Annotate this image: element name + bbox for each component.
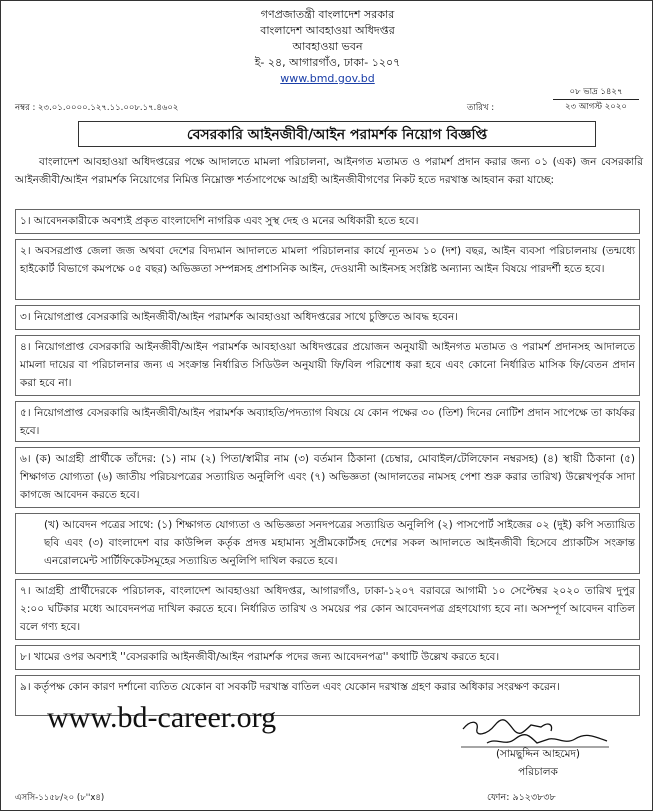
watermark-text: www.bd-career.org: [47, 701, 277, 734]
item-text: কর্তৃপক্ষ কোন কারণ দর্শানো ব্যতিত যেকোন বা সবকটি দরখাস্ত বাতিল এবং যেকোন দরখাস্ত গ্রহণ করার অধিকার সংরক্ষণ করেন।: [33, 681, 560, 693]
item-text: আগ্রহী প্রার্থীদেরকে পরিচালক, বাংলাদেশ আবহাওয়া অধিদপ্তর, আগারগাঁও, ঢাকা-১২০৭ বরাবরে আগামী ১০ সেপ্টেম্বর ২০২০ তারিখ দুপুর ২:০০ ঘটিকার মধ্যে আবেদনপত্র দাখিল করতে হবে। নির্ধারিত তারিখ ও সময়ের পর কোন আবেদনপত্র গ্রহণযোগ্য হবে না। অসম্পূর্ণ আবেদন বাতিল বলে গণ্য হবে।: [20, 585, 635, 633]
notice-title: বেসরকারি আইনজীবী/আইন পরামর্শক নিয়োগ বিজ্ঞপ্তি: [78, 121, 596, 147]
reference-number: নম্বর : ২৩.০১.০০০০.১২৭.১১.০০৮.১৭.৪৬০২: [15, 103, 179, 113]
item-text: (খ) আবেদন পত্রের সাথে: (১) শিক্ষাগত যোগ্যতা ও অভিজ্ঞতা সনদপত্রের সত্যায়িত অনুলিপি (২) পাসপোর্ট সাইজের ০২ (দুই) কপি সত্যায়িত ছবি এবং (৩) বাংলাদেশ বার কাউন্সিল কর্তৃক প্রদত্ত মহামান্য সুপ্রীমকোর্টসহ দেশের সকল আদালতে আইনজীবী হিসেবে প্র্যাকটিস সংক্রান্ত এনরোলমেন্ট সার্টিফিকেটসমূহের সত্যায়িত অনুলিপি দাখিল করতে হবে।: [44, 519, 635, 567]
item-text: নিয়োগপ্রাপ্ত বেসরকারি আইনজীবী/আইন পরামর্শক আবহাওয়া অধিদপ্তরের প্রয়োজন অনুযায়ী আইনগত মতামত ও পরামর্শ প্রদানসহ আদালতে মামলা দায়ের বা পরিচালনার জন্য এ সংক্রান্ত নির্ধারিত সিডিউল অনুযায়ী ফি/বিল পরিশোধ করা হবে এবং কোনো নির্ধারিত মাসিক ফি/বেতন প্রদান করা হবে না।: [20, 341, 635, 389]
list-item: [15, 513, 640, 574]
list-item: [15, 401, 640, 442]
signer-designation: পরিচালক: [518, 766, 558, 778]
item-number: ৩।: [20, 311, 31, 323]
item-number: ৮।: [20, 651, 31, 663]
date-label: তারিখ :: [467, 103, 495, 113]
item-text: নিয়োগপ্রাপ্ত বেসরকারি আইনজীবী/আইন পরামর্শক অব্যাহতি/পদত্যাগ বিষয়ে যে কোন পক্ষের ৩০ (তিশ) দিনের নোটিশ প্রদান সাপেক্ষে তা কার্যকর হবে।: [20, 407, 635, 437]
item-text: খামের ওপর অবশ্যই ''বেসরকারি আইনজীবী/আইন পরামর্শক পদের জন্য আবেদনপত্র'' কথাটি উল্লেখ করতে হবে।: [33, 651, 500, 663]
signer-block: [453, 745, 623, 781]
list-item: [15, 305, 640, 330]
item-number: ৬।: [20, 453, 31, 465]
item-number: ১।: [20, 215, 31, 227]
item-text: অবসরপ্রাপ্ত জেলা জজ অথবা দেশের বিদ্যমান আদালতে মামলা পরিচালনার কার্যে ন্যূনতম ১০ (দশ) বছর, আইন ব্যবসা পরিচালনায় (তন্মধ্যে হাইকোর্ট বিভাগে কমপক্ষে ০৫ বছর) অভিজ্ঞতা সম্পন্নসহ প্রশাসনিক আইন, দেওয়ানী আইনসহ সংশ্লিষ্ট অন্যান্য আইন বিষয়ে পারদর্শী হতে হবে।: [20, 245, 636, 275]
item-text: আবেদনকারীকে অবশ্যই প্রকৃত বাংলাদেশি নাগরিক এবং সুস্থ দেহ ও মনের অধিকারী হতে হবে।: [33, 215, 419, 227]
item-number: ৭।: [20, 585, 31, 597]
item-text: নিয়োগপ্রাপ্ত বেসরকারি আইনজীবী/আইন পরামর্শক আবহাওয়া অধিদপ্তরের সাথে চুক্তিতে আবদ্ধ হবেন।: [33, 311, 459, 323]
header-government: গণপ্রজাতন্ত্রী বাংলাদেশ সরকার: [260, 8, 395, 21]
date-box: [553, 85, 639, 114]
list-item: [15, 335, 640, 396]
header-building: আবহাওয়া ভবন: [292, 40, 363, 53]
item-number: ২।: [20, 245, 31, 257]
header-department: বাংলাদেশ আবহাওয়া অধিদপ্তর: [260, 24, 395, 37]
phone-number: ফোন: ৯১২৩৮৩৮: [487, 792, 556, 803]
item-text: (ক) আগ্রহী প্রার্থীকে তাঁদের: (১) নাম (২) পিতা/স্বামীর নাম (৩) বর্তমান ঠিকানা (চেম্বার, মোবাইল/টেলিফোন নম্বরসহ) (৪) স্থায়ী ঠিকানা (৫) শিক্ষাগত যোগ্যতা (৬) জাতীয় পরিচয়পত্রের সত্যায়িত অনুলিপি এবং (৭) অভিজ্ঞতা (আদালতের নামসহ পেশা শুরু করার তারিখ) উল্লেখপূর্বক সাদা কাগজে আবেদন করতে হবে।: [20, 453, 635, 501]
header-address: ই- ২৪, আগারগাঁও, ঢাকা- ১২০৭: [254, 56, 401, 69]
item-number: ৯।: [20, 681, 31, 693]
date-bangla: ০৮ ভাদ্র ১৪২৭: [553, 85, 639, 100]
list-item: [15, 239, 640, 300]
memo-code: এসসি-১১৫৮/২০ (৮''x৪): [15, 793, 105, 803]
intro-paragraph: বাংলাদেশ আবহাওয়া অধিদপ্তরের পক্ষে আদালতে মামলা পরিচালনা, আইনগত মতামত ও পরামর্শ প্রদান করার জন্য ০১ (এক) জন বেসরকারি আইনজীবী/আইন পরামর্শক নিয়োগের নিমিত্ত নিম্নোক্ত শর্তসাপেক্ষে আগ্রহী আইনজীবীগণের নিকট হতে দরখাস্ত আহবান করা যাচ্ছে:: [15, 156, 643, 186]
date-english: ২৩ আগস্ট ২০২০: [565, 102, 627, 112]
list-item: [15, 447, 640, 508]
list-item: [15, 209, 640, 234]
list-item: [15, 645, 640, 670]
item-number: ৫।: [20, 407, 31, 419]
list-item: [15, 579, 640, 640]
header-website-link[interactable]: www.bmd.gov.bd: [280, 72, 375, 85]
item-number: ৪।: [20, 341, 31, 353]
signer-name: (সামছুদ্দিন আহমেদ): [495, 748, 581, 760]
